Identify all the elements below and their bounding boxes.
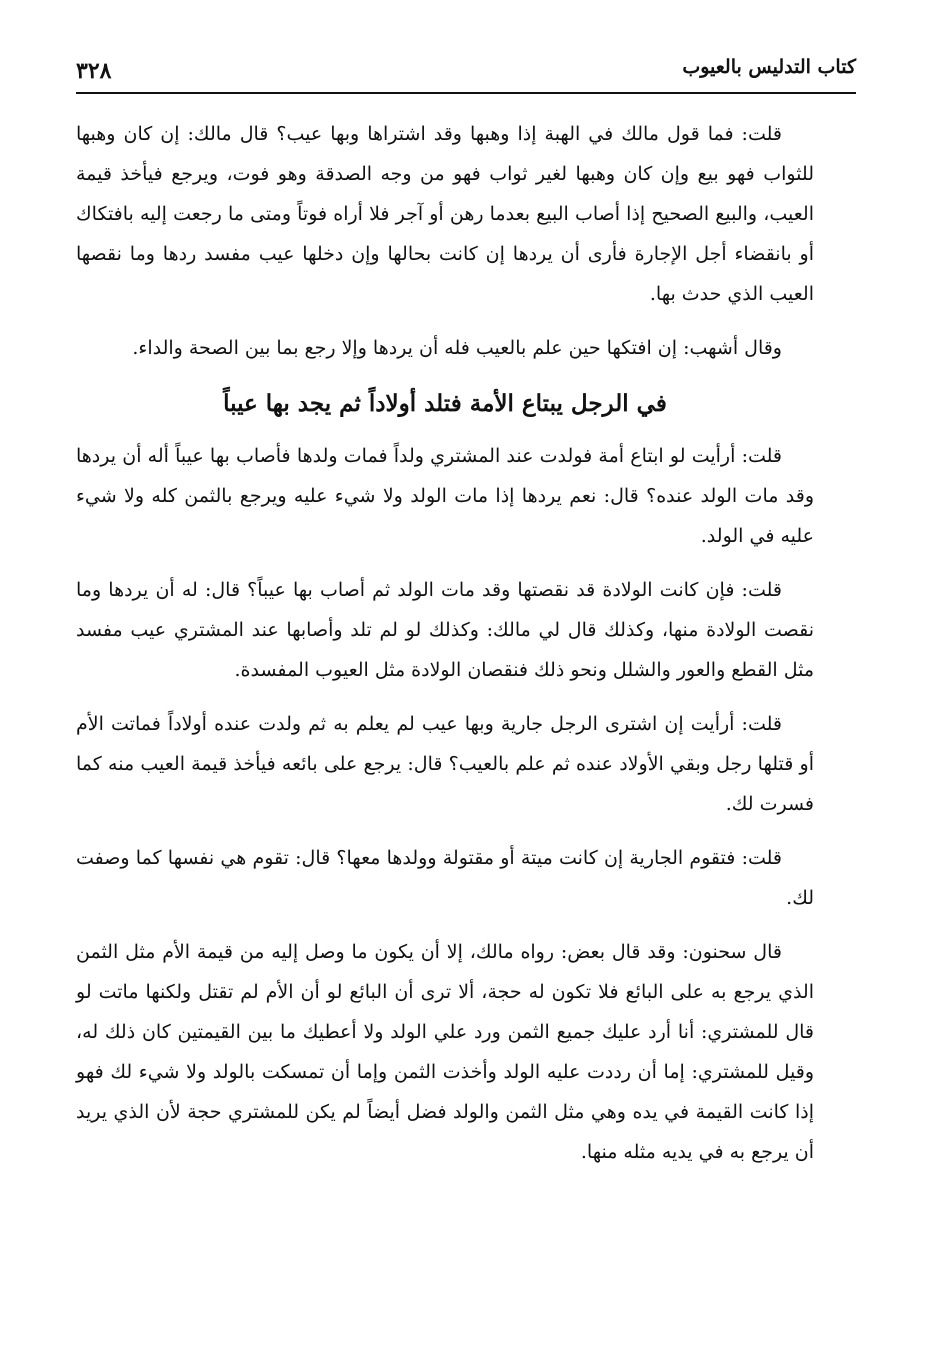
paragraph-6: قلت: فتقوم الجارية إن كانت ميتة أو مقتولة وولدها معها؟ قال: تقوم هي نفسها كما وصفت لك. bbox=[76, 847, 814, 909]
paragraph-1: قلت: فما قول مالك في الهبة إذا وهبها وقد اشتراها وبها عيب؟ قال مالك: إن كان وهبها للثواب فهو بيع وإن كان وهبها لغير ثواب فهو من وجه الصدقة وهو فوت، ويرجع فيأخذ قيمة العيب، والبيع الصحيح إذا أصاب البيع بعدما رهن أو آجر فلا أراه فوتاً ومتى ما رجعت إليه بافتكاك أو بانقضاء أجل الإجارة فأرى أن يردها إن كانت بحالها وإن دخلها عيب مفسد ردها وما نقصها العيب الذي حدث بها. bbox=[76, 123, 814, 305]
paragraph-3: قلت: أرأيت لو ابتاع أمة فولدت عند المشتري ولداً فمات ولدها فأصاب بها عيباً أله أن يردها وقد مات الولد عنده؟ قال: نعم يردها إذا مات الولد ولا شيء عليه ويرجع بالثمن كله ولا شيء عليه في الولد. bbox=[76, 445, 814, 547]
page-body bbox=[76, 114, 814, 1186]
book-title: كتاب التدليس بالعيوب bbox=[682, 56, 856, 78]
page-number: ٣٢٨ bbox=[76, 58, 112, 84]
paragraph-7: قال سحنون: وقد قال بعض: رواه مالك، إلا أن يكون ما وصل إليه من قيمة الأم مثل الثمن الذي يرجع به على البائع فلا تكون له حجة، ألا ترى أن البائع لو أن الأم لم تقتل ولكنها ماتت لو قال للمشتري: أنا أرد عليك جميع الثمن ورد علي الولد ولا أعطيك ما بين القيمتين كان ذلك له، وقيل للمشتري: إما أن رددت عليه الولد وأخذت الثمن وإما أن تمسكت بالولد ولا شيء لك فهو إذا كانت القيمة في يده وهي مثل الثمن والولد فضل أيضاً لم يكن للمشتري حجة لأن الذي يريد أن يرجع به في يديه مثله منها. bbox=[76, 941, 814, 1163]
section-heading: في الرجل يبتاع الأمة فتلد أولاداً ثم يجد بها عيباً bbox=[223, 390, 667, 417]
paragraph-4: قلت: فإن كانت الولادة قد نقصتها وقد مات الولد ثم أصاب بها عيباً؟ قال: له أن يردها وما نقصت الولادة منها، وكذلك قال لي مالك: وكذلك لو لم تلد وأصابها عند المشتري عيب مفسد مثل القطع والعور والشلل ونحو ذلك فنقصان الولادة مثل العيوب المفسدة. bbox=[76, 579, 814, 681]
paragraph-5: قلت: أرأيت إن اشترى الرجل جارية وبها عيب لم يعلم به ثم ولدت عنده أولاداً فماتت الأم أو قتلها رجل وبقي الأولاد عنده ثم علم بالعيب؟ قال: يرجع على بائعه فيأخذ قيمة العيب منه كما فسرت لك. bbox=[76, 713, 814, 815]
running-header bbox=[76, 52, 856, 94]
paragraph-2: وقال أشهب: إن افتكها حين علم بالعيب فله أن يردها وإلا رجع بما بين الصحة والداء. bbox=[132, 337, 782, 359]
